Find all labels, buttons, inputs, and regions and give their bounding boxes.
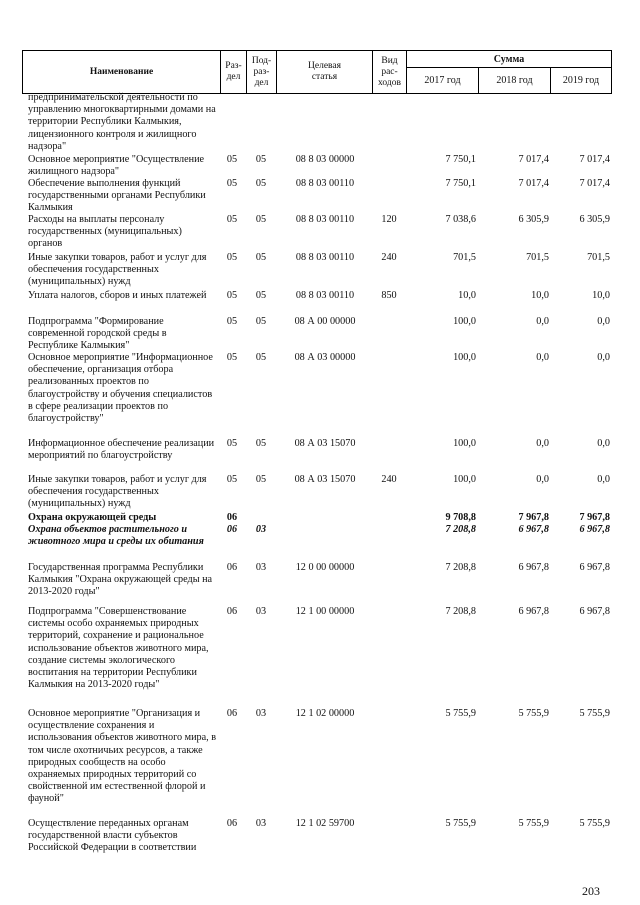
row-razdel: 05 bbox=[226, 178, 238, 189]
row-podrazdel: 03 bbox=[255, 524, 267, 535]
row-sum-2019: 0,0 bbox=[597, 352, 610, 363]
row-sum-2018: 7 017,4 bbox=[518, 178, 549, 189]
row-sum-2017: 7 208,8 bbox=[445, 606, 476, 617]
row-name: Расходы на выплаты персоналу государственных (муниципальных) органов bbox=[28, 214, 182, 250]
row-razdel: 06 bbox=[226, 562, 238, 573]
row-podrazdel: 05 bbox=[255, 316, 267, 327]
row-name: предпринимательской деятельности по управлению многоквартирными домами на территории Республики Калмыкия, лицензионного контроля и жилищного надзора" bbox=[28, 92, 216, 152]
row-name: Государственная программа Республики Калмыкия "Охрана окружающей среды на 2013-2020 годы" bbox=[28, 562, 213, 598]
row-razdel: 06 bbox=[226, 818, 238, 829]
row-sum-2018: 7 017,4 bbox=[518, 154, 549, 165]
row-razdel: 05 bbox=[226, 474, 238, 485]
row-sum-2017: 7 208,8 bbox=[445, 524, 476, 535]
row-sum-2018: 10,0 bbox=[531, 290, 549, 301]
row-sum-2019: 0,0 bbox=[597, 438, 610, 449]
row-celevaya-statya: 08 А 03 15070 bbox=[294, 474, 356, 485]
row-sum-2018: 6 967,8 bbox=[518, 606, 549, 617]
row-sum-2018: 6 967,8 bbox=[518, 524, 549, 535]
row-name: Основное мероприятие "Осуществление жилищного надзора" bbox=[28, 154, 205, 178]
row-sum-2017: 7 208,8 bbox=[445, 562, 476, 573]
row-sum-2018: 6 967,8 bbox=[518, 562, 549, 573]
row-sum-2019: 701,5 bbox=[587, 252, 610, 263]
row-celevaya-statya: 08 А 03 00000 bbox=[294, 352, 356, 363]
row-sum-2019: 7 017,4 bbox=[579, 178, 610, 189]
row-podrazdel: 03 bbox=[255, 708, 267, 719]
row-sum-2018: 7 967,8 bbox=[518, 512, 549, 523]
row-celevaya-statya: 08 8 03 00110 bbox=[295, 252, 355, 263]
row-sum-2018: 5 755,9 bbox=[518, 708, 549, 719]
header-celevaya: Целевая статья bbox=[277, 51, 373, 93]
row-razdel: 05 bbox=[226, 252, 238, 263]
row-sum-2019: 6 967,8 bbox=[579, 606, 610, 617]
row-sum-2018: 0,0 bbox=[536, 316, 549, 327]
row-podrazdel: 05 bbox=[255, 178, 267, 189]
row-sum-2018: 0,0 bbox=[536, 352, 549, 363]
row-vid-rashodov: 240 bbox=[381, 474, 397, 485]
row-sum-2018: 701,5 bbox=[526, 252, 549, 263]
row-sum-2019: 7 967,8 bbox=[579, 512, 610, 523]
row-celevaya-statya: 12 1 02 00000 bbox=[295, 708, 355, 719]
row-sum-2019: 5 755,9 bbox=[579, 818, 610, 829]
row-podrazdel: 05 bbox=[255, 214, 267, 225]
row-vid-rashodov: 120 bbox=[381, 214, 397, 225]
row-celevaya-statya: 08 А 00 00000 bbox=[294, 316, 356, 327]
row-sum-2019: 5 755,9 bbox=[579, 708, 610, 719]
row-sum-2017: 7 750,1 bbox=[445, 154, 476, 165]
row-name: Основное мероприятие "Организация и осуществление сохранения и использования объектов животного мира, в том числе охотничьих ресурсов, а также природных сообществ на особо охраняемых природных территорий со свойственной им естественной флорой и фауной" bbox=[28, 708, 217, 805]
row-celevaya-statya: 08 8 03 00000 bbox=[295, 154, 355, 165]
row-podrazdel: 05 bbox=[255, 290, 267, 301]
row-razdel: 05 bbox=[226, 290, 238, 301]
row-sum-2018: 0,0 bbox=[536, 474, 549, 485]
row-name: Подпрограмма "Совершенствование системы особо охраняемых природных территорий, сохранение и рациональное использование объектов животного мира, создание системы экологического воспитания на территории Республики Калмыкия на 2013-2020 годы" bbox=[28, 606, 209, 691]
row-sum-2019: 7 017,4 bbox=[579, 154, 610, 165]
row-celevaya-statya: 08 8 03 00110 bbox=[295, 178, 355, 189]
row-razdel: 05 bbox=[226, 154, 238, 165]
row-sum-2017: 5 755,9 bbox=[445, 818, 476, 829]
row-name: Охрана окружающей среды bbox=[28, 512, 157, 523]
header-razdel: Раз- дел bbox=[221, 51, 247, 93]
row-podrazdel: 03 bbox=[255, 606, 267, 617]
row-sum-2019: 10,0 bbox=[592, 290, 610, 301]
row-razdel: 05 bbox=[226, 438, 238, 449]
row-razdel: 06 bbox=[226, 512, 238, 523]
row-sum-2017: 100,0 bbox=[453, 352, 476, 363]
row-podrazdel: 03 bbox=[255, 818, 267, 829]
row-sum-2019: 6 967,8 bbox=[579, 524, 610, 535]
row-podrazdel: 05 bbox=[255, 154, 267, 165]
row-celevaya-statya: 08 8 03 00110 bbox=[295, 290, 355, 301]
row-sum-2017: 7 750,1 bbox=[445, 178, 476, 189]
header-vid: Вид рас- ходов bbox=[373, 51, 407, 93]
row-sum-2017: 100,0 bbox=[453, 438, 476, 449]
row-razdel: 05 bbox=[226, 316, 238, 327]
row-sum-2017: 5 755,9 bbox=[445, 708, 476, 719]
row-name: Обеспечение выполнения функций государственными органами Республики Калмыкия bbox=[28, 178, 206, 214]
row-razdel: 05 bbox=[226, 214, 238, 225]
row-razdel: 05 bbox=[226, 352, 238, 363]
row-razdel: 06 bbox=[226, 606, 238, 617]
row-name: Иные закупки товаров, работ и услуг для обеспечения государственных (муниципальных) нужд bbox=[28, 474, 207, 510]
row-name: Основное мероприятие "Информационное обеспечение, организация отбора реализованных проектов по благоустройству и обучения специалистов в сфере реализации проектов по благоустройству" bbox=[28, 352, 213, 425]
row-sum-2017: 9 708,8 bbox=[445, 512, 476, 523]
row-sum-2017: 701,5 bbox=[453, 252, 476, 263]
row-podrazdel: 03 bbox=[255, 562, 267, 573]
row-name: Охрана объектов растительного и животного мира и среды их обитания bbox=[28, 524, 204, 548]
row-sum-2019: 6 967,8 bbox=[579, 562, 610, 573]
header-year-2019: 2019 год bbox=[562, 74, 600, 86]
row-celevaya-statya: 08 8 03 00110 bbox=[295, 214, 355, 225]
row-celevaya-statya: 08 А 03 15070 bbox=[294, 438, 356, 449]
row-sum-2017: 10,0 bbox=[458, 290, 476, 301]
header-year-2017: 2017 год bbox=[407, 67, 479, 93]
row-podrazdel: 05 bbox=[255, 474, 267, 485]
row-name: Уплата налогов, сборов и иных платежей bbox=[28, 290, 207, 301]
row-sum-2018: 5 755,9 bbox=[518, 818, 549, 829]
row-vid-rashodov: 850 bbox=[381, 290, 397, 301]
row-celevaya-statya: 12 1 02 59700 bbox=[295, 818, 355, 829]
row-name: Информационное обеспечение реализации мероприятий по благоустройству bbox=[28, 438, 215, 462]
row-podrazdel: 05 bbox=[255, 438, 267, 449]
header-year-2018: 2018 год bbox=[479, 67, 551, 93]
row-podrazdel: 05 bbox=[255, 252, 267, 263]
row-vid-rashodov: 240 bbox=[381, 252, 397, 263]
row-sum-2017: 7 038,6 bbox=[445, 214, 476, 225]
page-number: 203 bbox=[582, 884, 600, 898]
row-sum-2018: 0,0 bbox=[536, 438, 549, 449]
row-sum-2019: 6 305,9 bbox=[579, 214, 610, 225]
header-summa: Сумма bbox=[407, 51, 611, 68]
row-sum-2018: 6 305,9 bbox=[518, 214, 549, 225]
row-name: Иные закупки товаров, работ и услуг для обеспечения государственных (муниципальных) нужд bbox=[28, 252, 207, 288]
header-podrazdel: Под- раз- дел bbox=[247, 51, 277, 93]
header-name: Наименование bbox=[23, 51, 221, 93]
table-header bbox=[22, 50, 612, 94]
row-name: Осуществление переданных органам государственной власти субъектов Российской Федерации в соответствии bbox=[28, 818, 197, 854]
row-razdel: 06 bbox=[226, 708, 238, 719]
row-name: Подпрограмма "Формирование современной городской среды в Республике Калмыкия" bbox=[28, 316, 167, 352]
row-sum-2019: 0,0 bbox=[597, 316, 610, 327]
row-sum-2017: 100,0 bbox=[453, 474, 476, 485]
row-celevaya-statya: 12 0 00 00000 bbox=[295, 562, 355, 573]
row-podrazdel: 05 bbox=[255, 352, 267, 363]
row-sum-2017: 100,0 bbox=[453, 316, 476, 327]
row-razdel: 06 bbox=[226, 524, 238, 535]
row-sum-2019: 0,0 bbox=[597, 474, 610, 485]
row-celevaya-statya: 12 1 00 00000 bbox=[295, 606, 355, 617]
